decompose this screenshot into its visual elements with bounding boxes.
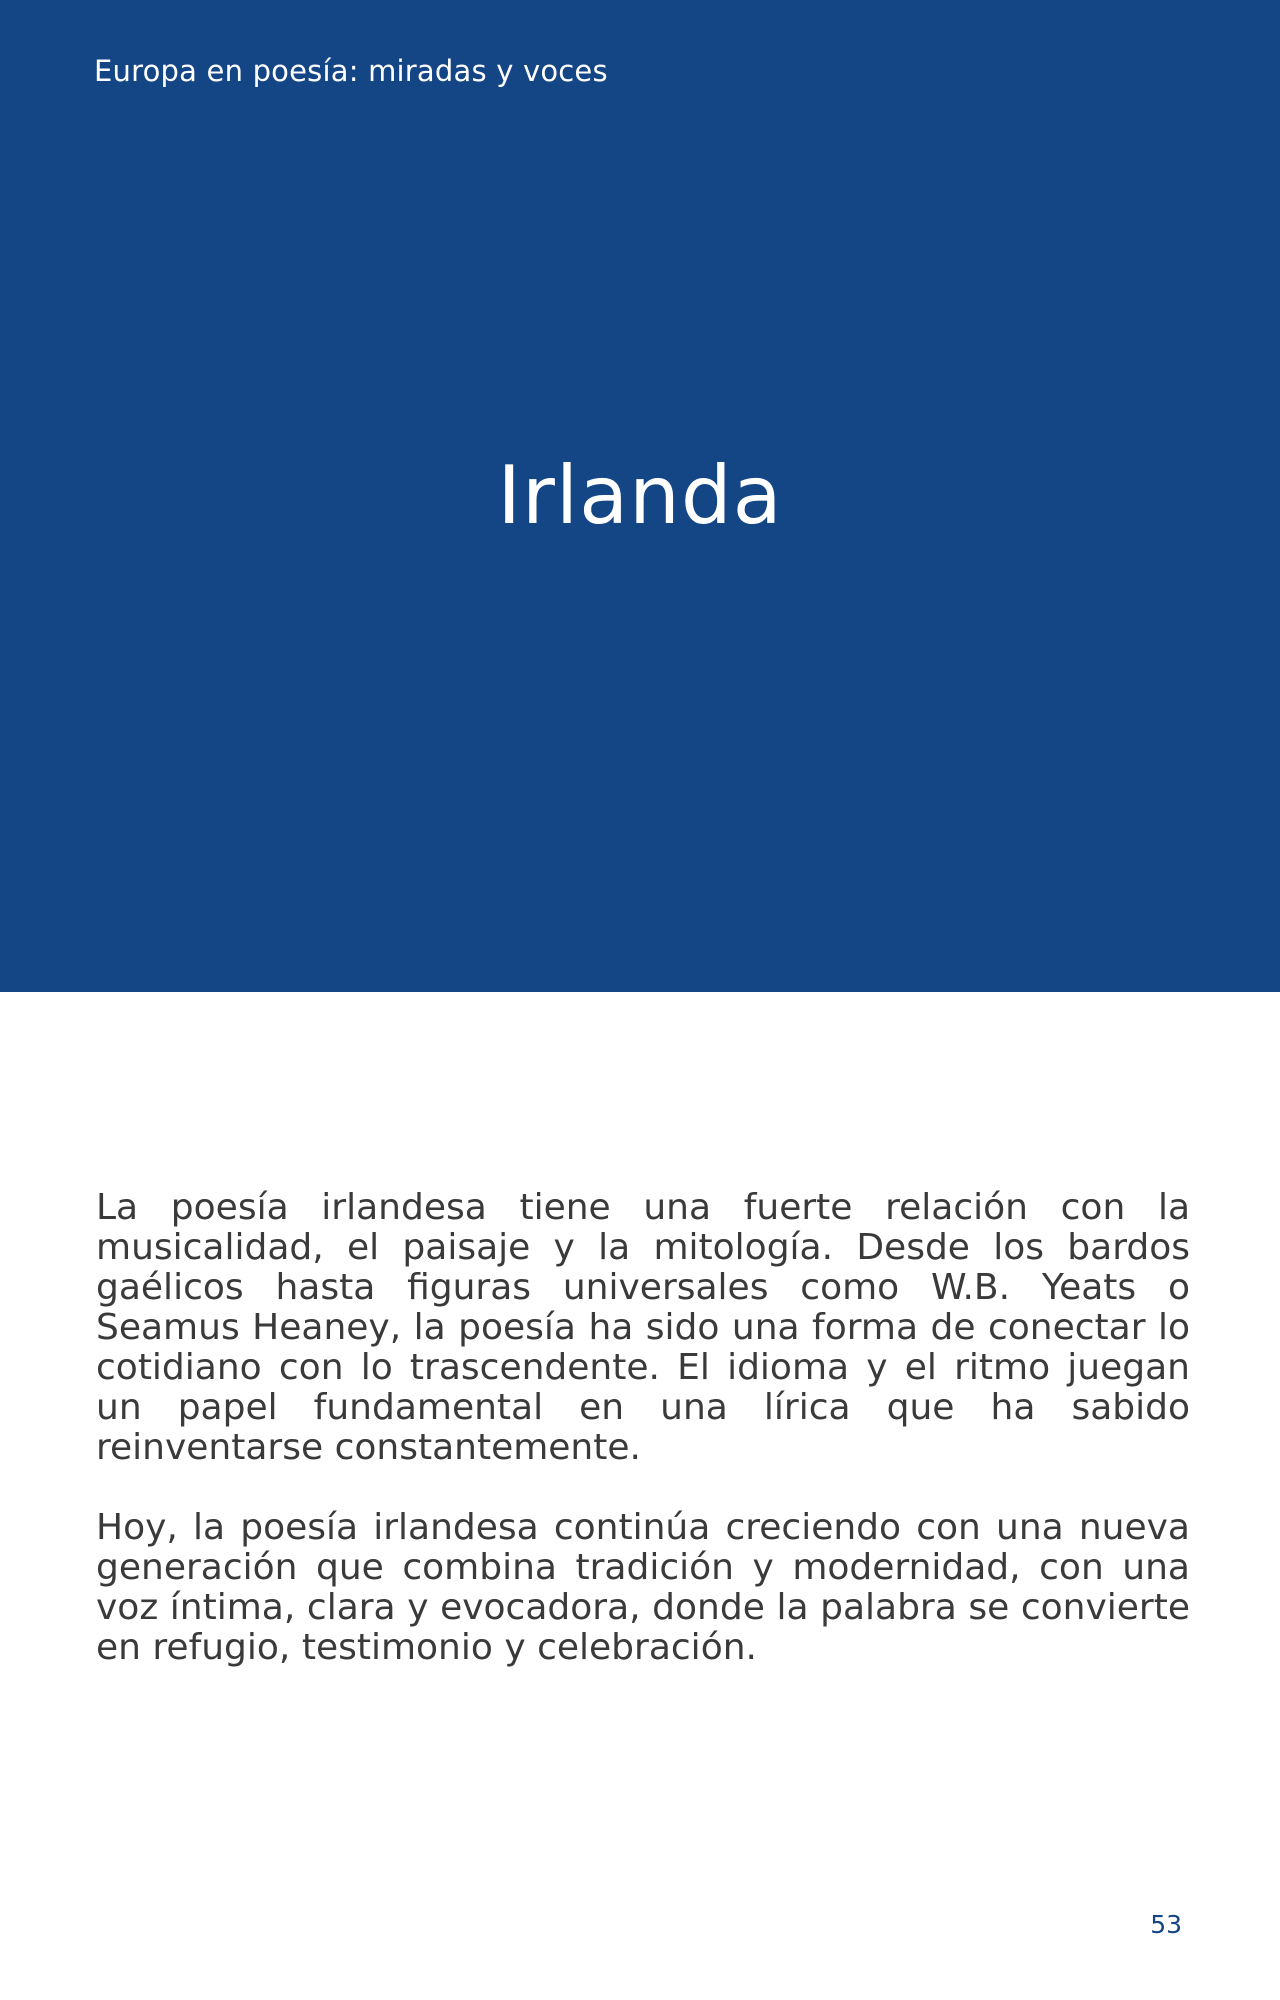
page-number: 53 [1150, 1910, 1182, 1939]
running-header: Europa en poesía: miradas y voces [94, 54, 608, 88]
chapter-banner [0, 0, 1280, 992]
paragraph: La poesía irlandesa tiene una fuerte relación con la musicalidad, el paisaje y la mitología. Desde los bardos gaélicos hasta figuras universales como W.B. Yeats o Seamus Heaney, la poesía ha sido una forma de conectar lo cotidiano con lo trascendente. El idioma y el ritmo juegan un papel fundamental en una lírica que ha sabido reinventarse constantemente. [96, 1187, 1190, 1468]
body-text [96, 1188, 1190, 1708]
chapter-title: Irlanda [497, 449, 783, 542]
paragraph: Hoy, la poesía irlandesa continúa creciendo con una nueva generación que combina tradición y modernidad, con una voz íntima, clara y evocadora, donde la palabra se convierte en refugio, testimonio y celebración. [96, 1507, 1190, 1668]
